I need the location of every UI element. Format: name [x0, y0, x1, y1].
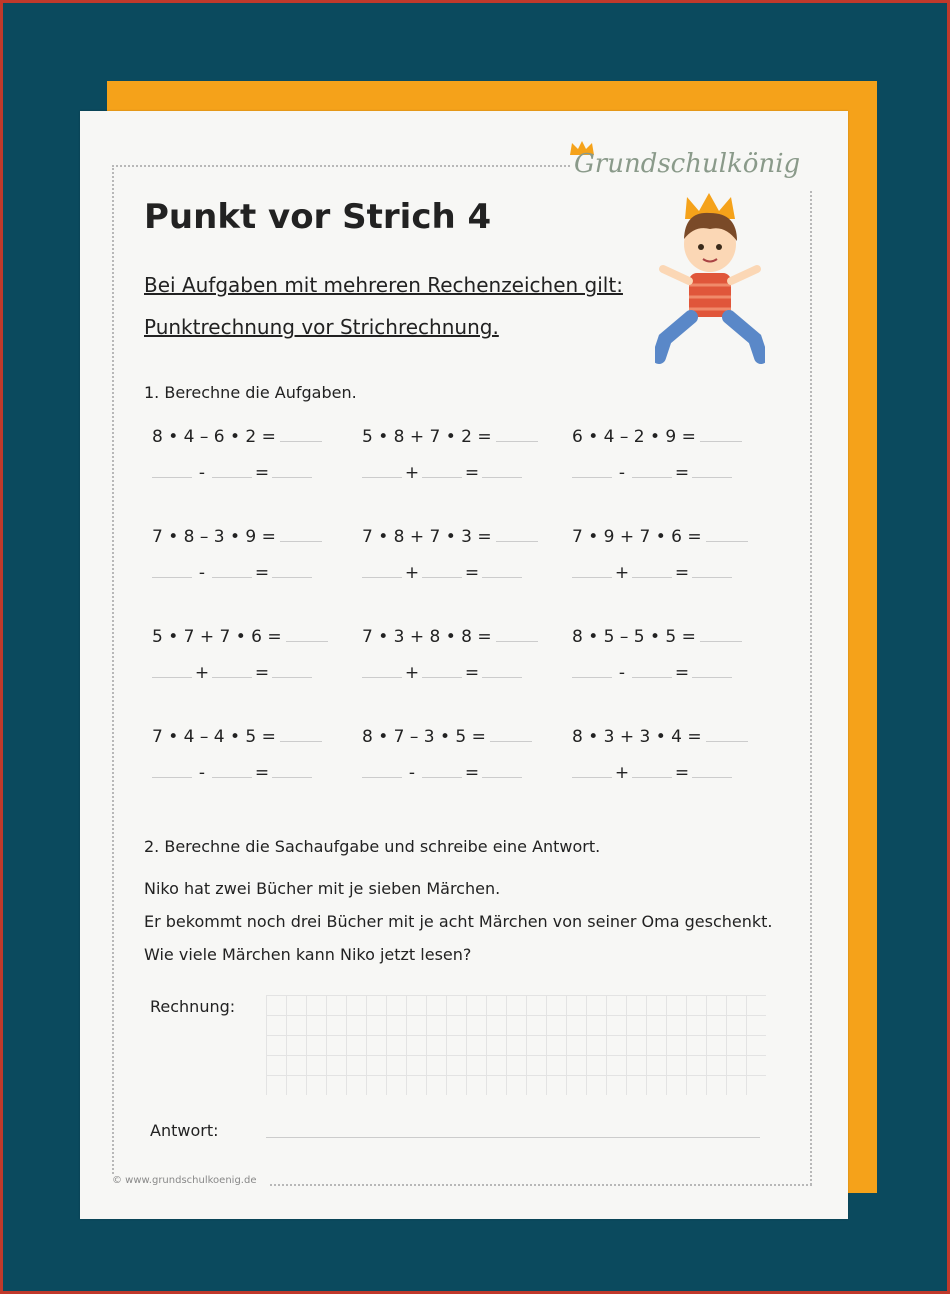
step-blank-1[interactable] — [152, 763, 192, 778]
step-blank-1[interactable] — [152, 463, 192, 478]
exercise-expression — [572, 527, 748, 547]
result-blank[interactable] — [496, 427, 538, 442]
step-equals: = — [674, 463, 690, 483]
step-blank-result[interactable] — [692, 563, 732, 578]
step-blank-2[interactable] — [422, 563, 462, 578]
step-equals: = — [674, 763, 690, 783]
story-line-1: Niko hat zwei Bücher mit je sieben Märchen. — [144, 879, 501, 898]
step-blank-1[interactable] — [362, 463, 402, 478]
frame-bottom — [270, 1184, 812, 1186]
step-equals: = — [254, 563, 270, 583]
step-blank-1[interactable] — [152, 663, 192, 678]
step-operator: + — [614, 563, 630, 583]
step-equals: = — [464, 463, 480, 483]
antwort-label: Antwort: — [150, 1121, 219, 1140]
result-blank[interactable] — [280, 427, 322, 442]
expression-text: 7 • 8 + 7 • 3 = — [362, 527, 492, 547]
step-operator: + — [404, 463, 420, 483]
frame-top — [112, 165, 570, 167]
result-blank[interactable] — [700, 627, 742, 642]
exercise-step-row — [572, 763, 732, 783]
step-blank-result[interactable] — [482, 563, 522, 578]
step-equals: = — [254, 763, 270, 783]
page-title: Punkt vor Strich 4 — [144, 197, 492, 237]
kid-with-crown-icon — [655, 189, 765, 369]
step-equals: = — [464, 563, 480, 583]
step-blank-1[interactable] — [362, 763, 402, 778]
step-equals: = — [674, 663, 690, 683]
step-blank-result[interactable] — [482, 763, 522, 778]
expression-text: 7 • 9 + 7 • 6 = — [572, 527, 702, 547]
step-operator: - — [408, 763, 416, 783]
step-operator: - — [198, 763, 206, 783]
result-blank[interactable] — [496, 627, 538, 642]
step-operator: + — [614, 763, 630, 783]
step-blank-result[interactable] — [482, 663, 522, 678]
result-blank[interactable] — [706, 527, 748, 542]
rule-line-2: Punktrechnung vor Strichrechnung. — [144, 315, 499, 339]
answer-line[interactable] — [266, 1137, 760, 1138]
expression-text: 7 • 3 + 8 • 8 = — [362, 627, 492, 647]
result-blank[interactable] — [286, 627, 328, 642]
exercise-expression — [362, 427, 538, 447]
brand-logo: Grundschulkönig — [574, 149, 801, 179]
step-blank-1[interactable] — [362, 563, 402, 578]
step-equals: = — [464, 663, 480, 683]
step-equals: = — [254, 663, 270, 683]
exercise-expression — [152, 627, 328, 647]
exercise-expression — [152, 727, 322, 747]
exercise-step-row — [362, 763, 522, 783]
expression-text: 8 • 7 – 3 • 5 = — [362, 727, 486, 747]
exercise-step-row — [152, 463, 312, 483]
exercise-expression — [362, 727, 532, 747]
step-blank-2[interactable] — [422, 463, 462, 478]
task-1-heading: 1. Berechne die Aufgaben. — [144, 383, 357, 402]
step-blank-2[interactable] — [212, 663, 252, 678]
expression-text: 5 • 8 + 7 • 2 = — [362, 427, 492, 447]
story-line-3: Wie viele Märchen kann Niko jetzt lesen? — [144, 945, 472, 964]
step-operator: - — [198, 563, 206, 583]
story-line-2: Er bekommt noch drei Bücher mit je acht Märchen von seiner Oma geschenkt. — [144, 912, 773, 931]
step-blank-2[interactable] — [212, 763, 252, 778]
exercise-step-row — [362, 463, 522, 483]
rule-line-1: Bei Aufgaben mit mehreren Rechenzeichen gilt: — [144, 273, 623, 297]
exercise-step-row — [152, 563, 312, 583]
step-blank-1[interactable] — [362, 663, 402, 678]
expression-text: 5 • 7 + 7 • 6 = — [152, 627, 282, 647]
exercise-expression — [572, 727, 748, 747]
expression-text: 8 • 5 – 5 • 5 = — [572, 627, 696, 647]
step-blank-2[interactable] — [212, 463, 252, 478]
exercise-step-row — [572, 663, 732, 683]
step-blank-2[interactable] — [632, 563, 672, 578]
step-blank-1[interactable] — [572, 563, 612, 578]
step-blank-result[interactable] — [692, 463, 732, 478]
result-blank[interactable] — [706, 727, 748, 742]
step-blank-1[interactable] — [152, 563, 192, 578]
frame-right — [810, 191, 812, 1185]
frame-left — [112, 165, 114, 1185]
exercise-expression — [572, 427, 742, 447]
exercise-step-row — [362, 663, 522, 683]
result-blank[interactable] — [490, 727, 532, 742]
step-operator: - — [198, 463, 206, 483]
exercise-expression — [152, 527, 322, 547]
step-blank-result[interactable] — [272, 563, 312, 578]
result-blank[interactable] — [700, 427, 742, 442]
exercise-step-row — [572, 463, 732, 483]
step-blank-result[interactable] — [692, 763, 732, 778]
exercise-step-row — [152, 663, 312, 683]
step-blank-1[interactable] — [572, 763, 612, 778]
result-blank[interactable] — [496, 527, 538, 542]
exercise-expression — [362, 627, 538, 647]
result-blank[interactable] — [280, 727, 322, 742]
step-blank-result[interactable] — [482, 463, 522, 478]
step-equals: = — [464, 763, 480, 783]
expression-text: 7 • 8 – 3 • 9 = — [152, 527, 276, 547]
step-blank-2[interactable] — [632, 463, 672, 478]
rechnung-label: Rechnung: — [150, 997, 236, 1016]
step-blank-2[interactable] — [632, 763, 672, 778]
worksheet — [80, 111, 848, 1219]
expression-text: 8 • 4 – 6 • 2 = — [152, 427, 276, 447]
expression-text: 8 • 3 + 3 • 4 = — [572, 727, 702, 747]
step-equals: = — [254, 463, 270, 483]
step-blank-result[interactable] — [272, 763, 312, 778]
exercise-step-row — [362, 563, 522, 583]
result-blank[interactable] — [280, 527, 322, 542]
step-equals: = — [674, 563, 690, 583]
step-blank-result[interactable] — [272, 663, 312, 678]
exercise-expression — [152, 427, 322, 447]
step-operator: - — [618, 663, 626, 683]
task-2-heading: 2. Berechne die Sachaufgabe und schreibe eine Antwort. — [144, 837, 601, 856]
exercise-step-row — [152, 763, 312, 783]
step-blank-2[interactable] — [422, 663, 462, 678]
exercise-expression — [362, 527, 538, 547]
step-operator: + — [404, 563, 420, 583]
step-blank-result[interactable] — [272, 463, 312, 478]
step-blank-1[interactable] — [572, 463, 612, 478]
step-blank-1[interactable] — [572, 663, 612, 678]
expression-text: 6 • 4 – 2 • 9 = — [572, 427, 696, 447]
exercise-expression — [572, 627, 742, 647]
exercise-step-row — [572, 563, 732, 583]
step-blank-2[interactable] — [422, 763, 462, 778]
footer-copyright: © www.grundschulkoenig.de — [112, 1175, 260, 1186]
calculation-grid[interactable] — [266, 995, 766, 1095]
expression-text: 7 • 4 – 4 • 5 = — [152, 727, 276, 747]
step-blank-result[interactable] — [692, 663, 732, 678]
step-operator: + — [404, 663, 420, 683]
step-operator: + — [194, 663, 210, 683]
step-operator: - — [618, 463, 626, 483]
step-blank-2[interactable] — [212, 563, 252, 578]
step-blank-2[interactable] — [632, 663, 672, 678]
